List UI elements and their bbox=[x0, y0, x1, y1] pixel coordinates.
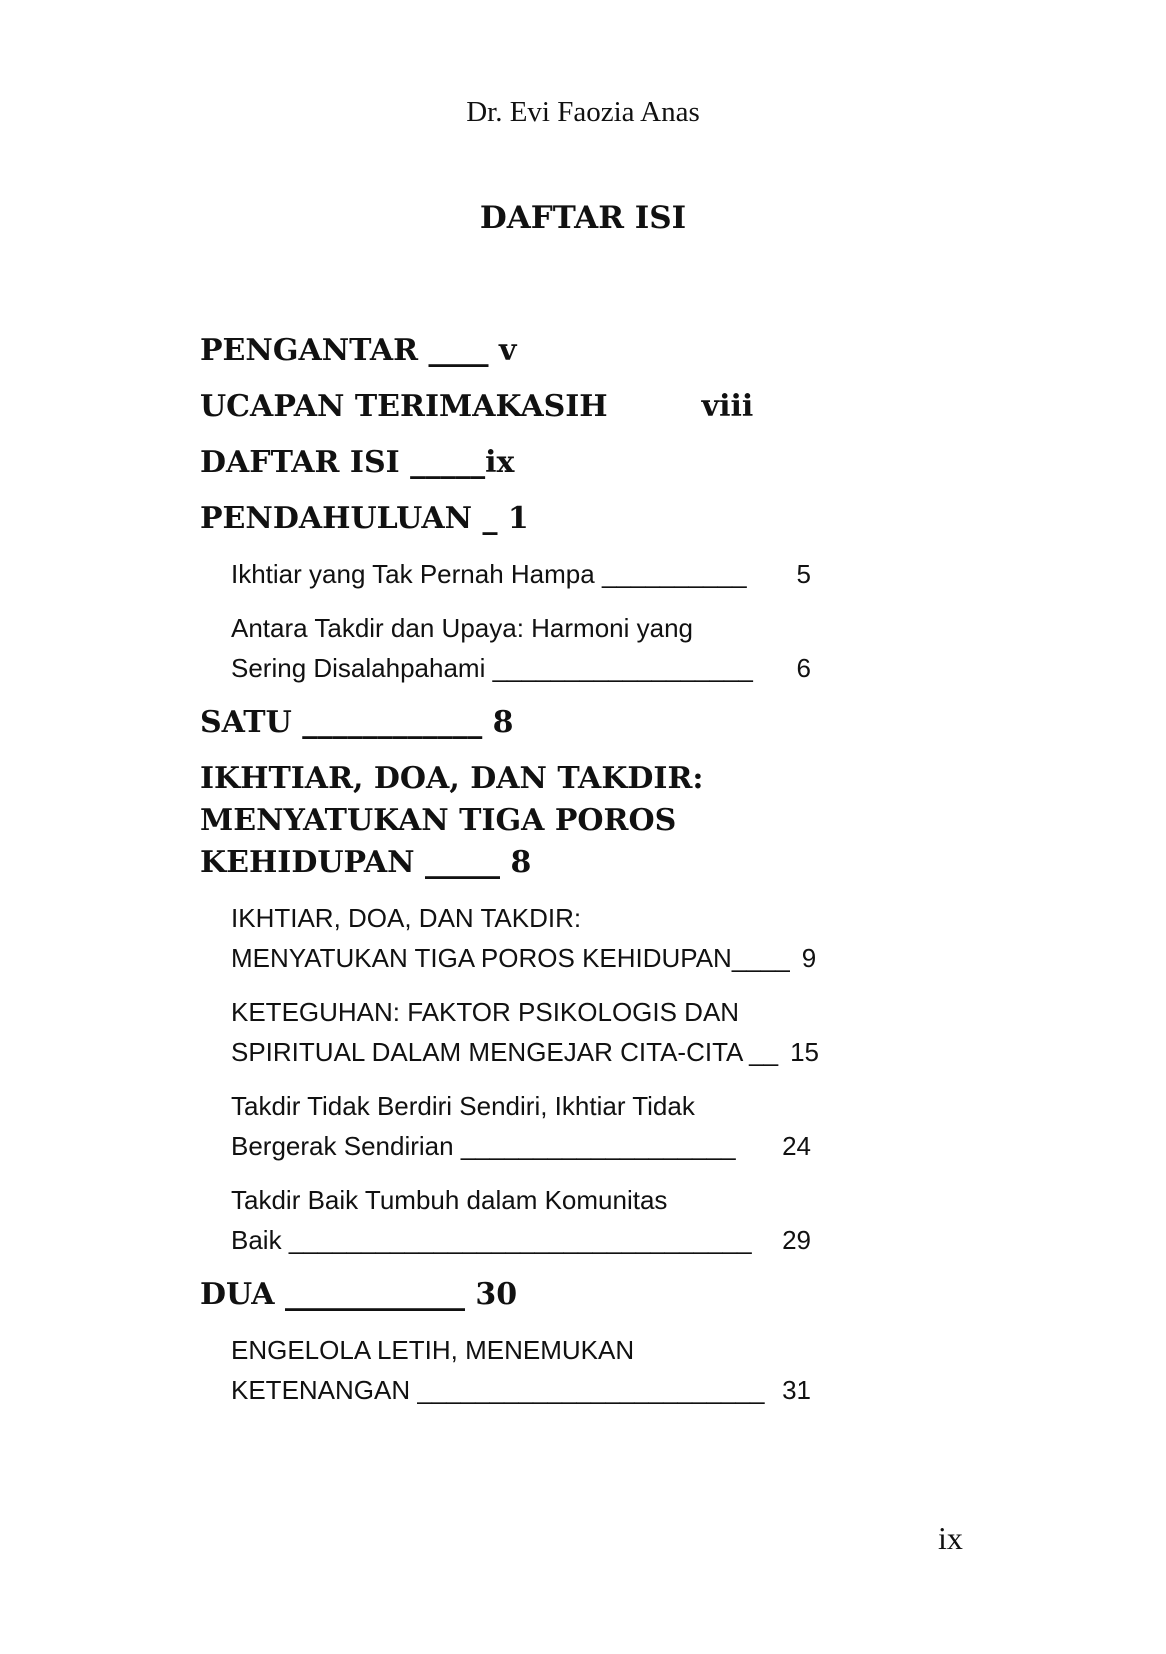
running-header: Dr. Evi Faozia Anas bbox=[466, 96, 700, 128]
toc-subentry-text: Sering Disalahpahami bbox=[231, 653, 493, 683]
toc-leader: __ bbox=[749, 1037, 779, 1067]
toc-entry-line: IKHTIAR, DOA, DAN TAKDIR: bbox=[200, 761, 704, 796]
toc-leader: __________________ bbox=[492, 653, 753, 683]
toc-entry-pengantar[interactable]: PENGANTAR ____ v bbox=[200, 333, 517, 368]
toc-subentry-takdir-tidak-berdiri[interactable] bbox=[231, 1086, 811, 1166]
toc-subentry-antara-takdir[interactable] bbox=[231, 608, 811, 688]
toc-page-number: 9 bbox=[801, 943, 817, 973]
toc-subentry-ikhtiar-doa-takdir[interactable] bbox=[231, 898, 817, 978]
toc-page-number: 29 bbox=[782, 1225, 811, 1255]
toc-subentry-text: Bergerak Sendirian bbox=[231, 1131, 461, 1161]
toc-subentry-text-line: KETEGUHAN: FAKTOR PSIKOLOGIS DAN bbox=[231, 997, 740, 1027]
toc-entry-ucapan-terimakasih[interactable]: UCAPAN TERIMAKASIH viii bbox=[200, 389, 754, 424]
toc-subentry-text: SPIRITUAL DALAM MENGEJAR CITA-CITA bbox=[231, 1037, 750, 1067]
toc-leader: ________________________________ bbox=[288, 1225, 752, 1255]
toc-entry-line: KEHIDUPAN _____ 8 bbox=[200, 845, 532, 880]
toc-entry-daftar-isi[interactable]: DAFTAR ISI _____ix bbox=[200, 445, 515, 480]
toc-page-number: 24 bbox=[782, 1131, 811, 1161]
toc-entry-satu[interactable]: SATU ____________ 8 bbox=[200, 705, 514, 740]
toc-entry-ikhtiar-doa-takdir[interactable] bbox=[200, 758, 820, 884]
toc-subentry-text-line: ENGELOLA LETIH, MENEMUKAN bbox=[231, 1335, 635, 1365]
toc-leader: __________ bbox=[601, 559, 747, 589]
toc-leader: ___________________ bbox=[460, 1131, 736, 1161]
toc-subentry-ikhtiar-hampa[interactable] bbox=[231, 554, 811, 594]
toc-subentry-text: Baik bbox=[231, 1225, 289, 1255]
toc-entry-line: MENYATUKAN TIGA POROS bbox=[200, 803, 677, 838]
toc-page-number: 6 bbox=[796, 653, 811, 683]
toc-subentry-text-line: Antara Takdir dan Upaya: Harmoni yang bbox=[231, 613, 693, 643]
toc-subentry-text: KETENANGAN bbox=[231, 1375, 418, 1405]
toc-entry-dua[interactable]: DUA ____________ 30 bbox=[200, 1277, 518, 1312]
toc-leader: ____ bbox=[731, 943, 790, 973]
toc-subentry-text: MENYATUKAN TIGA POROS KEHIDUPAN bbox=[231, 943, 732, 973]
toc-subentry-text: Ikhtiar yang Tak Pernah Hampa bbox=[231, 559, 602, 589]
toc-subentry-engelola-letih[interactable] bbox=[231, 1330, 811, 1410]
toc-page-number: 31 bbox=[782, 1375, 811, 1405]
toc-leader: ________________________ bbox=[417, 1375, 765, 1405]
toc-entry-pendahuluan[interactable]: PENDAHULUAN _ 1 bbox=[200, 501, 529, 536]
table-of-contents bbox=[200, 330, 820, 1424]
page-number: ix bbox=[938, 1520, 963, 1556]
toc-subentry-keteguhan[interactable] bbox=[231, 992, 819, 1072]
toc-page-number: 5 bbox=[796, 559, 811, 589]
toc-subentry-text-line: IKHTIAR, DOA, DAN TAKDIR: bbox=[231, 903, 582, 933]
toc-subentry-text-line: Takdir Tidak Berdiri Sendiri, Ikhtiar Tidak bbox=[231, 1091, 695, 1121]
toc-subentry-text-line: Takdir Baik Tumbuh dalam Komunitas bbox=[231, 1185, 668, 1215]
page-title: DAFTAR ISI bbox=[479, 200, 687, 236]
toc-page-number: 15 bbox=[790, 1037, 819, 1067]
toc-subentry-takdir-baik[interactable] bbox=[231, 1180, 811, 1260]
